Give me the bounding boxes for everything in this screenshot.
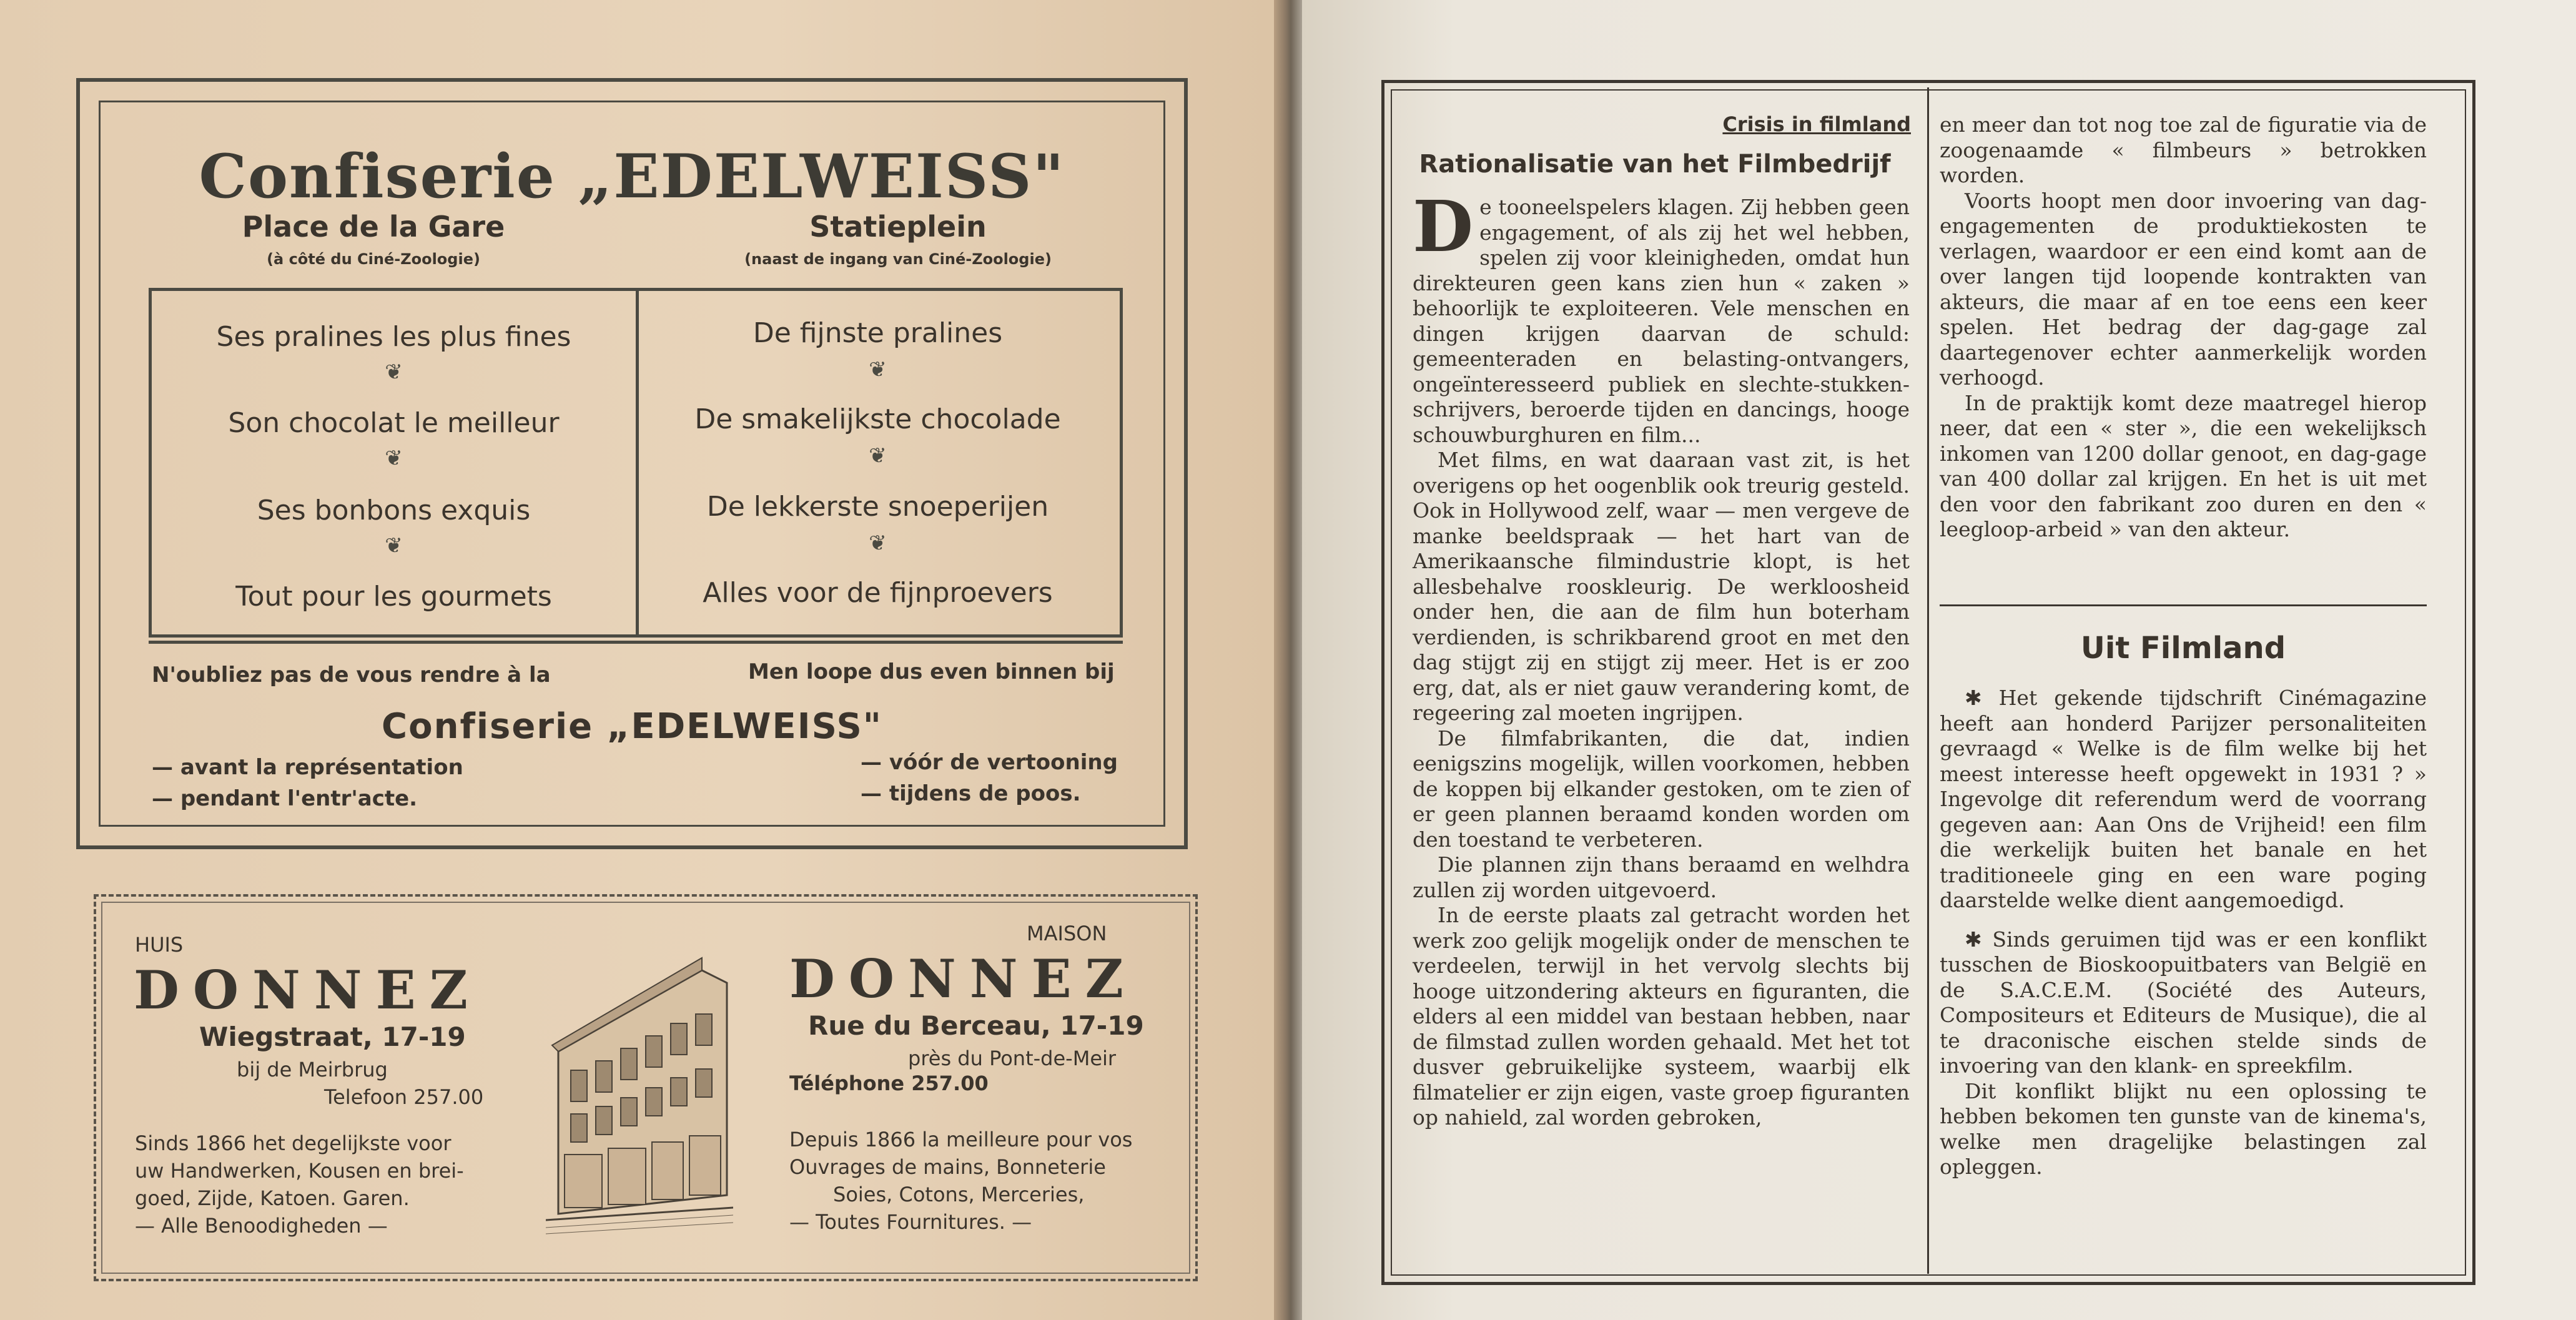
storefront-illustration xyxy=(546,945,733,1239)
street-fr: Rue du Berceau, 17-19 xyxy=(808,1010,1144,1041)
left-page xyxy=(0,0,1274,1320)
street-nl: Wiegstraat, 17-19 xyxy=(199,1022,466,1052)
article-kicker: Crisis in filmland xyxy=(1722,112,1911,136)
article-column-1 xyxy=(1413,186,1910,1131)
book-gutter xyxy=(1274,0,1302,1320)
body-line-fr: Ouvrages de mains, Bonneterie xyxy=(789,1155,1106,1179)
cta-nl: Men loope dus even binnen bij xyxy=(748,659,1115,684)
product-line-fr: Tout pour les gourmets xyxy=(235,581,552,613)
body-line-nl: Sinds 1866 het degelijkste voor xyxy=(135,1131,452,1155)
rule xyxy=(149,641,1123,644)
near-fr: près du Pont-de-Meir xyxy=(908,1047,1117,1070)
near-nl: bij de Meirbrug xyxy=(237,1058,388,1081)
phone-fr: Téléphone 257.00 xyxy=(789,1071,989,1095)
article-paragraph: Voorts hoopt men door invoering van dag-engagementen de produktiekosten te verlagen, waardoor er een eind komt aan de over langen tijd loopende kontrakten van akteurs, die maar af en toe eens een keer spelen. Het bedrag der dag-gage zal daartegenover echter aanmerkelijk worden verhoogd. xyxy=(1940,188,2427,390)
donnez-advertisement xyxy=(94,894,1198,1281)
body-line-nl: uw Handwerken, Kousen en brei- xyxy=(135,1159,464,1183)
column-rule xyxy=(1927,87,1929,1274)
time-nl: — tijdens de poos. xyxy=(861,781,1081,806)
time-fr: — avant la représentation xyxy=(152,755,463,780)
filmland-title: Uit Filmland xyxy=(2080,631,2286,666)
body-line-nl: — Alle Benoodigheden — xyxy=(135,1214,388,1238)
body-line-fr: Soies, Cotons, Merceries, xyxy=(833,1183,1085,1206)
ornament-icon: ❦ xyxy=(869,531,887,556)
article-paragraph: In de eerste plaats zal getracht worden het werk zoo gelijk mogelijk onder de menschen te verdeelen, terwijl in het vervolg slechts bij hooge uitzondering akteurs en figuranten, die elders al een middel van bestaan hebben, naar de filmstad zullen worden gehaald. Met het tot dusver gebruikelijke systeem, waarbij elk filmatelier er zijn eigen, vaste groep figuranten op nahield, zal worden gebroken, xyxy=(1413,903,1910,1130)
ornament-icon: ❦ xyxy=(385,533,403,558)
filmland-column xyxy=(1940,686,2427,1180)
product-line-fr: Ses bonbons exquis xyxy=(257,495,531,526)
article-paragraph: De filmfabrikanten, die dat, indien eenigszins mogelijk, willen voorkomen, hebben de koppen bij elkander gestoken, om te zien of er geen plannen beraamd konden worden om den toestand te verbeteren. xyxy=(1413,726,1910,852)
article-paragraph: en meer dan tot nog toe zal de figuratie via de zoogenaamde « filmbeurs » betrokken worden. xyxy=(1940,112,2427,187)
article-paragraph: Die plannen zijn thans beraamd en welhdra zullen zij worden uitgevoerd. xyxy=(1413,852,1910,902)
product-line-nl: De fijnste pralines xyxy=(753,317,1003,349)
body-line-fr: — Toutes Fournitures. — xyxy=(789,1210,1032,1234)
article-paragraph: Met films, en wat daaraan vast zit, is het overigens op het oogenblik ook treurig gesteld. Ook in Hollywood zelf, waar — men vergeve de manke beeldspraak — het hart van de Amerikaansche filmindustrie klopt, is het allesbehalve rooskleurig. De werkloosheid onder hen, die aan de film hun boterham verdienden, is schrikbarend groot en met den dag stijgt zij en stijgt zij meer. Het is er zoo erg, dat, als er niet gauw verandering komt, de regeering zal moeten ingrijpen. xyxy=(1413,448,1910,725)
phone-nl: Telefoon 257.00 xyxy=(324,1085,484,1109)
article-paragraph: In de praktijk komt deze maatregel hierop neer, dat een « ster », die een wekelijksch inkomen van 1200 dollar genoot, en dag-gage van 400 dollar zal krijgen. En het is uit met den voor den fabrikant zoo duren en den « leegloop-arbeid » van den akteur. xyxy=(1940,390,2427,541)
filmland-item: ✱ Het gekende tijdschrift Cinémagazine heeft aan honderd Parijzer personaliteiten gevraagd « Welke is de film welke bij het meest interesse heeft opgewekt in 1931 ? » Ingevolge dit referendum werd de voorrang gegeven aan: Aan Ons de Vrijheid! een film die werkelijk buiten het banale en het traditioneele ging en een ware poging daarstelde welke dient aangemoedigd. xyxy=(1940,686,2427,912)
product-line-fr: Son chocolat le meilleur xyxy=(228,407,560,439)
donnez-pre-fr: MAISON xyxy=(1027,922,1107,945)
filmland-item: Dit konflikt blijkt nu een oplossing te hebben bekomen ten gunste van de kinema's, welke men dragelijke belastingen zal opleggen. xyxy=(1940,1078,2427,1179)
donnez-pre-nl: HUIS xyxy=(135,933,184,957)
address-fr: Place de la Gare xyxy=(242,210,505,244)
product-line-nl: De lekkerste snoeperijen xyxy=(706,491,1049,523)
body-line-fr: Depuis 1866 la meilleure pour vos xyxy=(789,1128,1133,1151)
article-column-2 xyxy=(1940,112,2427,543)
ornament-icon: ❦ xyxy=(869,443,887,468)
body-line-nl: goed, Zijde, Katoen. Garen. xyxy=(135,1186,410,1210)
filmland-item: ✱ Sinds geruimen tijd was er een konflikt tusschen de Bioskoopuitbaters van België en de S.A.C.E.M. (Société des Auteurs, Compositeurs et Editeurs de Musique), die al te draconische eischen stelde sinds de invoering van den klank- en spreekfilm. xyxy=(1940,927,2427,1078)
edelweiss-advertisement xyxy=(76,78,1188,849)
ornament-icon: ❦ xyxy=(385,446,403,471)
product-line-nl: De smakelijkste chocolade xyxy=(694,403,1061,435)
time-fr: — pendant l'entr'acte. xyxy=(152,786,418,811)
section-rule xyxy=(1940,604,2427,606)
products-box xyxy=(149,288,1123,638)
ad-name-repeat: Confiserie „EDELWEISS" xyxy=(382,706,882,747)
address-nl-sub: (naast de ingang van Ciné-Zoologie) xyxy=(744,250,1052,268)
article-paragraph: e tooneelspelers klagen. Zij hebben geen engagement, of als zij het wel hebben, spelen zij voor kleinigheden, omdat hun direkteuren geen kans zien hun « zaken » behoorlijk te exploiteeren. Vele menschen en dingen krijgen daarvan de schuld: gemeenteraden en belasting-ontvangers, ongeïnteresseerd publiek en slechte-stukken-schrijvers, beroerde tijden en dancings, hooge schouwburghuren en film... xyxy=(1413,195,1910,447)
ad-title: Confiserie „EDELWEISS" xyxy=(199,141,1065,212)
time-nl: — vóór de vertooning xyxy=(861,750,1118,775)
ornament-icon: ❦ xyxy=(869,357,887,382)
cta-fr: N'oubliez pas de vous rendre à la xyxy=(152,662,551,687)
address-fr-sub: (à côté du Ciné-Zoologie) xyxy=(267,250,480,268)
ornament-icon: ❦ xyxy=(385,360,403,385)
donnez-name-nl: DONNEZ xyxy=(134,959,481,1021)
product-line-nl: Alles voor de fijnproevers xyxy=(703,577,1053,609)
article-headline: Rationalisatie van het Filmbedrijf xyxy=(1419,150,1891,179)
drop-cap: D xyxy=(1413,186,1474,268)
product-line-fr: Ses pralines les plus fines xyxy=(216,321,571,353)
donnez-name-fr: DONNEZ xyxy=(789,948,1137,1010)
address-nl: Statieplein xyxy=(809,210,987,244)
